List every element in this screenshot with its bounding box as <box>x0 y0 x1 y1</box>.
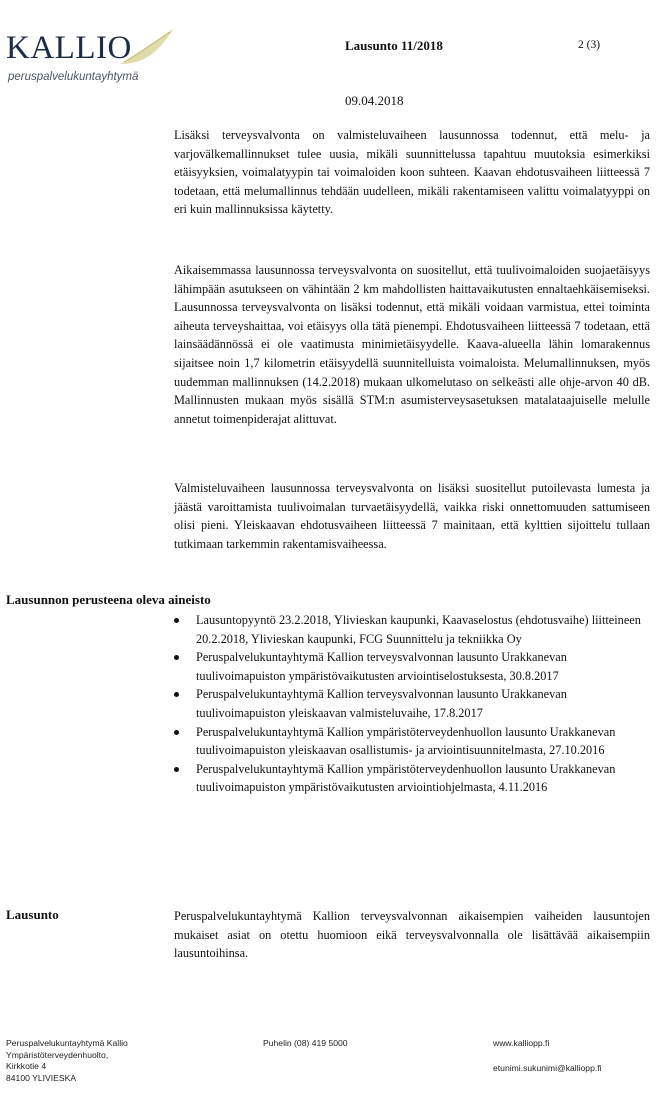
list-item <box>174 760 658 797</box>
footer-address-line: Peruspalvelukuntayhtymä Kallio <box>6 1038 128 1048</box>
footer-address-line: Kirkkotie 4 <box>6 1061 47 1071</box>
sources-list <box>174 611 658 797</box>
footer-address-line: Ympäristöterveydenhuolto, <box>6 1049 109 1060</box>
footer-address <box>6 1038 128 1084</box>
source-text: Peruspalvelukuntayhtymä Kallion terveysvalvonnan lausunto Urakkanevan tuulivoimapuiston yleiskaavan valmisteluvaihe, 17.8.2017 <box>196 687 567 720</box>
list-item <box>174 685 658 722</box>
list-item <box>174 648 658 685</box>
bullet-icon <box>174 767 179 772</box>
statement-text: Peruspalvelukuntayhtymä Kallion terveysvalvonnan aikaisempien vaiheiden lausuntojen mukaiset asiat on otettu huomioon eikä terveysvalvonnalla ole lisättävää aikaisempiin lausuntoihinsa. <box>174 909 650 961</box>
footer-phone: Puhelin (08) 419 5000 <box>263 1038 348 1048</box>
footer-address-line: 84100 YLIVIESKA <box>6 1072 77 1083</box>
logo-subtitle: peruspalvelukuntayhtymä <box>8 71 139 83</box>
body-paragraph: Lisäksi terveysvalvonta on valmisteluvaiheen lausunnossa todennut, että melu- ja varjovälkemallinnukset tulee uusia, mikäli suunnittelussa tapahtuu muutoksia esimerkiksi etäisyyksien, voimalatyypin tai voimaloiden koon suhteen. Kaavan ehdotusvaiheen liitteessä 7 todetaan, että melumallinnus tehdään uudelleen, mikäli rakentamiseen valittu voimalatyyppi on eri kuin mallinnuksissa käytetty. <box>174 128 650 217</box>
source-text: Lausuntopyyntö 23.2.2018, Ylivieskan kaupunki, Kaavaselostus (ehdotusvaihe) liitteineen 20.2.2018, Ylivieskan kaupunki, FCG Suunnittelu ja tekniikka Oy <box>196 613 641 646</box>
footer-email-link[interactable]: etunimi.sukunimi@kalliopp.fi <box>493 1062 602 1073</box>
source-text: Peruspalvelukuntayhtymä Kallion terveysvalvonnan lausunto Urakkanevan tuulivoimapuiston ympäristövaikutusten arviointiselostuksesta, 30.8.2017 <box>196 650 567 683</box>
bullet-icon <box>174 730 179 735</box>
bullet-icon <box>174 618 179 623</box>
page-number: 2 (3) <box>578 39 601 51</box>
source-text: Peruspalvelukuntayhtymä Kallion ympäristöterveydenhuollon lausunto Urakkanevan tuulivoimapuiston ympäristövaikutusten arviointiohjelmasta, 4.11.2016 <box>196 761 616 795</box>
document-title: Lausunto 11/2018 <box>345 38 443 53</box>
logo-name: KALLIO <box>6 30 132 66</box>
list-item <box>174 723 658 760</box>
footer-website-link[interactable]: www.kalliopp.fi <box>493 1038 550 1048</box>
source-text: Peruspalvelukuntayhtymä Kallion ympäristöterveydenhuollon lausunto Urakkanevan tuulivoimapuiston yleiskaavan osallistumis- ja arviointisuunnitelmasta, 27.10.2016 <box>196 724 616 758</box>
body-paragraph: Aikaisemmassa lausunnossa terveysvalvonta on suositellut, että tuulivoimaloiden suojaetäisyys lähimpään asutukseen on vähintään 2 km mahdollisten haittavaikutusten ennaltaehkäisemiseksi. Lausunnossa terveysvalvonta on lisäksi todennut, että mikäli voidaan varmistua, ettei toiminta aiheuta terveyshaittaa, voi etäisyys olla tätä pienempi. Ehdotusvaiheen liitteessä 7 todetaan, että lainsäädännössä ei ole vaatimusta minimietäisyydelle. Kaava-alueella lähin lomarakennus sijaitsee noin 1,7 kilometrin etäisyydellä suunnitelluista voimaloista. Melumallinnuksen, myös uudemman mallinnuksen (14.2.2018) mukaan ulkomelutaso on selkeästi alle ohje-arvon 40 dB. Mallinnusten mukaan myös sisällä STM:n asumisterveysasetuksen matalataajuiselle melulle annetut toimenpiderajat alittuvat. <box>174 263 650 426</box>
document-date: 09.04.2018 <box>345 93 404 108</box>
body-paragraph: Valmisteluvaiheen lausunnossa terveysvalvonta on lisäksi suositellut putoilevasta lumesta ja jäästä varoittamista tuulivoimalan turvaetäisyydellä, vaikka riski onnettomuuden sattumiseen olisi pieni. Yleiskaavan ehdotusvaiheen liitteessä 7 mainitaan, että kylttien sijoittelu tullaan tutkimaan tarkemmin rakentamisvaiheessa. <box>174 481 650 551</box>
footer-contact <box>493 1038 602 1087</box>
bullet-icon <box>174 692 179 697</box>
bullet-icon <box>174 655 179 660</box>
statement-heading: Lausunto <box>6 907 59 922</box>
logo-leaf-icon <box>118 26 178 66</box>
list-item <box>174 611 658 648</box>
sources-heading: Lausunnon perusteena oleva aineisto <box>6 592 211 607</box>
